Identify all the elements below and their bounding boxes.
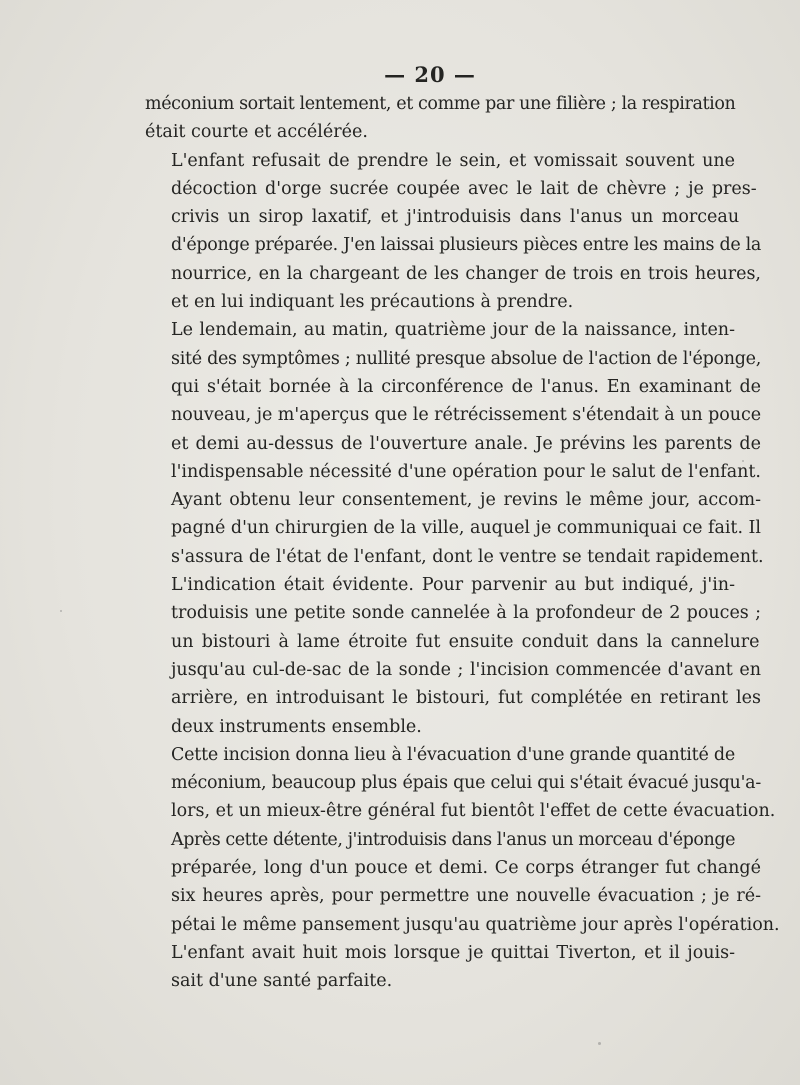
text-line: méconium, beaucoup plus épais que celui qui s'était évacué jusqu'a- [171, 773, 761, 794]
text-line: l'indispensable nécessité d'une opération pour le salut de l'enfant. [171, 461, 761, 482]
text-line: L'enfant avait huit mois lorsque je quittai Tiverton, et il jouis- [171, 942, 735, 963]
text-line: six heures après, pour permettre une nouvelle évacuation ; je ré- [171, 886, 761, 907]
text-line: nourrice, en la chargeant de les changer de trois en trois heures, [171, 263, 761, 284]
paragraph [145, 741, 776, 826]
text-line: d'éponge préparée. J'en laissai plusieurs pièces entre les mains de la [171, 235, 761, 256]
text-line: crivis un sirop laxatif, et j'introduisis dans l'anus un morceau [171, 207, 740, 228]
text-line: et demi au-dessus de l'ouverture anale. Je prévins les parents de [171, 433, 761, 454]
text-line: nouveau, je m'aperçus que le rétrécissement s'étendait à un pouce [171, 405, 761, 426]
text-line: Ayant obtenu leur consentement, je revins le même jour, accom- [171, 490, 761, 511]
text-line: pétai le même pansement jusqu'au quatrième jour après l'opération. [171, 914, 780, 935]
text-line: arrière, en introduisant le bistouri, fut complétée en retirant les [171, 688, 761, 709]
text-line: Cette incision donna lieu à l'évacuation d'une grande quantité de [171, 744, 735, 765]
text-line: Le lendemain, au matin, quatrième jour de la naissance, inten- [171, 320, 735, 341]
page-number: — 20 — [384, 62, 476, 87]
text-line: décoction d'orge sucrée coupée avec le lait de chèvre ; je pres- [171, 178, 757, 199]
text-line: s'assura de l'état de l'enfant, dont le ventre se tendait rapidement. [171, 546, 764, 567]
paragraph [145, 316, 764, 571]
paragraph [145, 147, 761, 317]
paragraph [145, 90, 735, 147]
text-line: Après cette détente, j'introduisis dans l'anus un morceau d'éponge [171, 829, 735, 850]
paragraph [145, 571, 761, 741]
text-line: préparée, long d'un pouce et demi. Ce corps étranger fut changé [171, 858, 761, 879]
text-line: sait d'une santé parfaite. [171, 971, 393, 992]
text-line: méconium sortait lentement, et comme par une filière ; la respiration [145, 94, 736, 114]
paragraph [145, 939, 735, 996]
text-line: pagné d'un chirurgien de la ville, auquel je communiquai ce fait. Il [171, 518, 761, 539]
text-line: sité des symptômes ; nullité presque absolue de l'action de l'éponge, [171, 348, 761, 369]
text-line: troduisis une petite sonde cannelée à la profondeur de 2 pouces ; [171, 603, 761, 624]
body-text [145, 90, 780, 996]
text-line: qui s'était bornée à la circonférence de l'anus. En examinant de [171, 376, 761, 397]
text-line: était courte et accélérée. [145, 122, 368, 143]
text-line: jusqu'au cul-de-sac de la sonde ; l'incision commencée d'avant en [171, 659, 761, 680]
text-line: L'enfant refusait de prendre le sein, et vomissait souvent une [171, 150, 735, 171]
text-line: deux instruments ensemble. [171, 716, 422, 737]
text-line: lors, et un mieux-être général fut bientôt l'effet de cette évacuation. [171, 801, 776, 822]
paragraph [145, 826, 780, 939]
text-line: et en lui indiquant les précautions à prendre. [171, 292, 574, 313]
text-line: un bistouri à lame étroite fut ensuite conduit dans la cannelure [171, 631, 760, 652]
text-line: L'indication était évidente. Pour parvenir au but indiqué, j'in- [171, 575, 735, 596]
